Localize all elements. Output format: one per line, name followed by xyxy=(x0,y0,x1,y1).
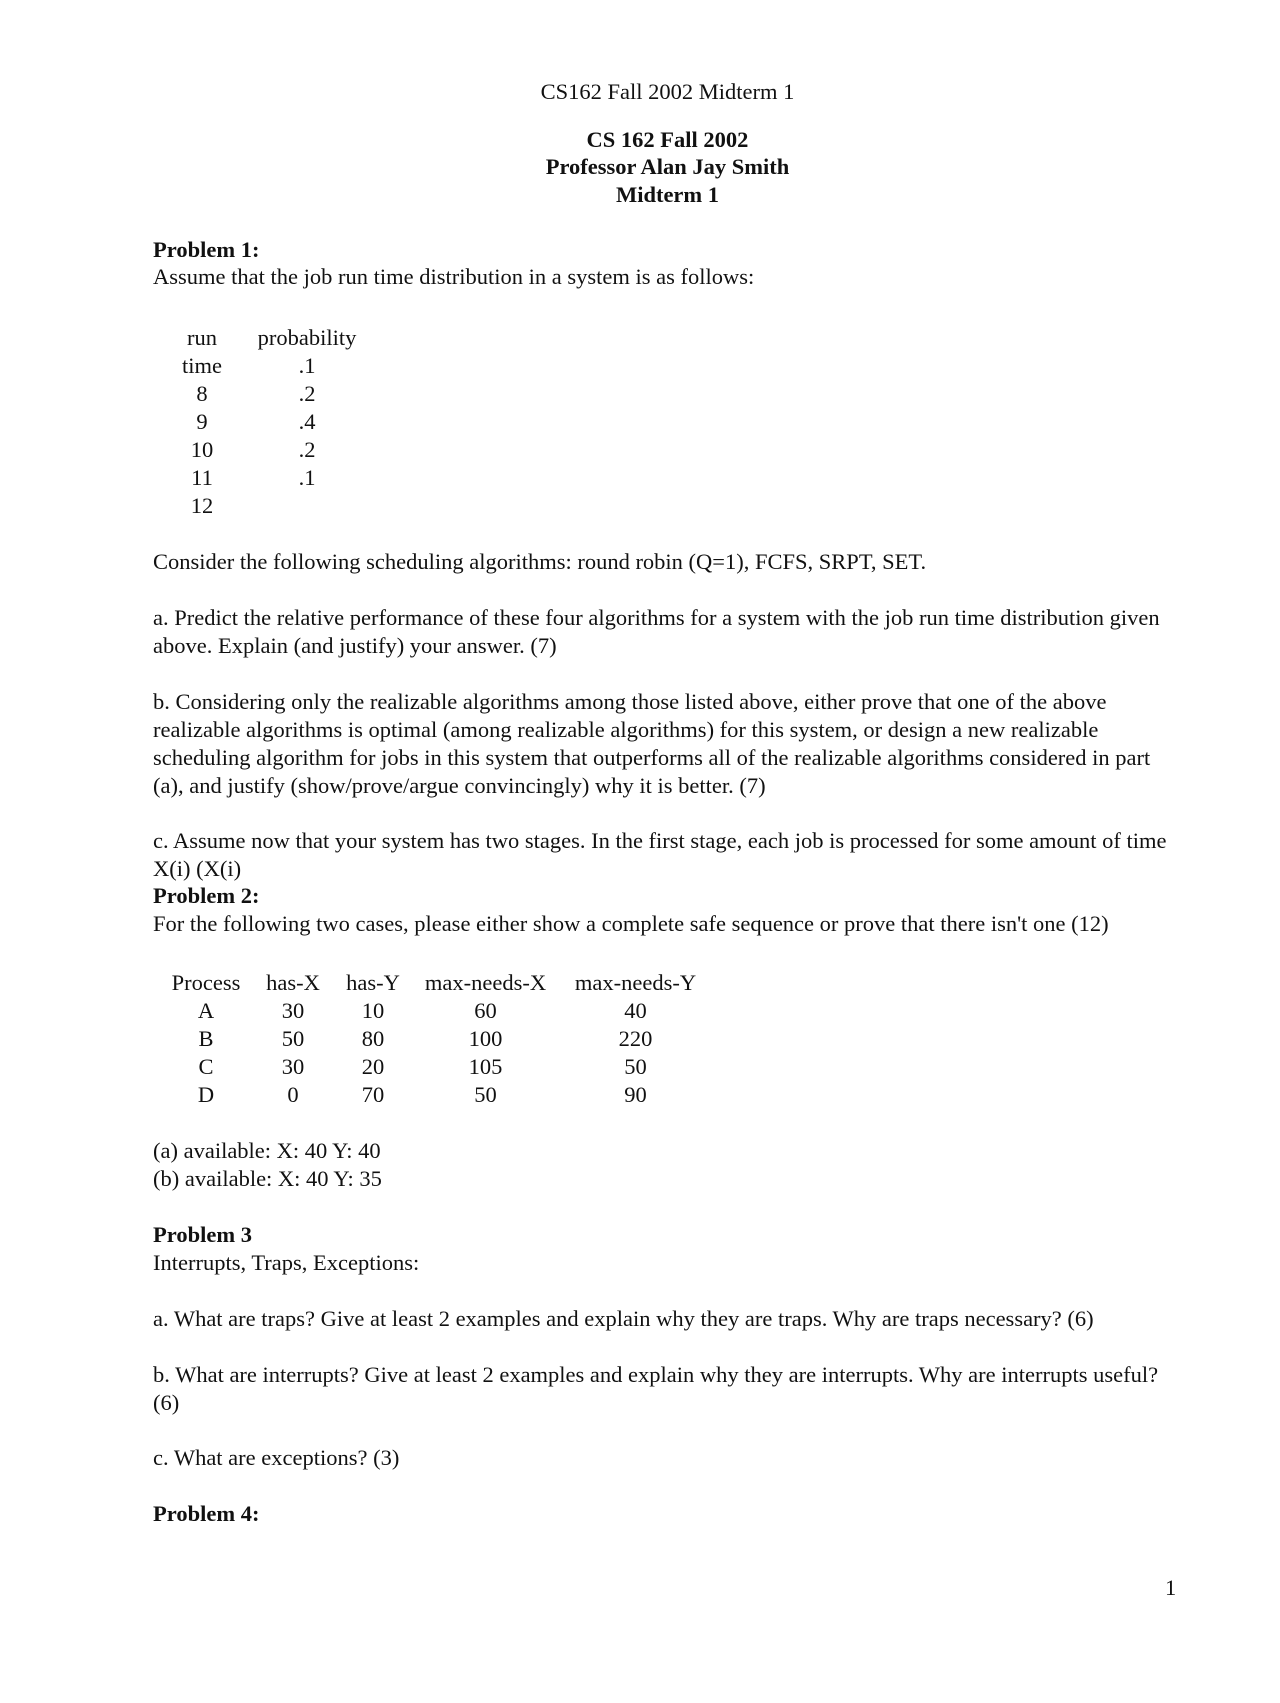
resource-header: has-X xyxy=(266,970,320,995)
runtime-value: 12 xyxy=(190,493,214,518)
problem1-part-b: b. Considering only the realizable algorithms among those listed above, either prove that one of the above realizable algorithms is optimal (among realizable algorithms) for this system, or design a new realizable scheduling algorithm for jobs in this system that outperforms all of the realizable algorithms considered in part (a), and justify (show/prove/argue convincingly) why it is better. (7) xyxy=(153,689,1151,798)
available-b: (b) available: X: 40 Y: 35 xyxy=(153,1166,382,1191)
resource-cell: 40 xyxy=(624,998,647,1023)
resource-cell: B xyxy=(198,1026,214,1051)
runtime-value: 10 xyxy=(190,437,214,462)
problem1-part-c: c. Assume now that your system has two stages. In the first stage, each job is processed for some amount of time X(i) (X(i) xyxy=(153,828,1167,881)
page-number: 1 xyxy=(1165,1575,1177,1600)
resource-header: has-Y xyxy=(346,970,400,995)
problem3-heading: Problem 3 xyxy=(153,1222,252,1247)
problem4-heading: Problem 4: xyxy=(153,1501,260,1526)
resource-cell: 50 xyxy=(474,1082,497,1107)
running-title: CS162 Fall 2002 Midterm 1 xyxy=(540,79,795,104)
resource-cell: 100 xyxy=(468,1026,503,1051)
probability-value: .4 xyxy=(298,409,316,434)
problem2-intro: For the following two cases, please either show a complete safe sequence or prove that there isn't one (12) xyxy=(153,911,1109,936)
problem3-part-b: b. What are interrupts? Give at least 2 examples and explain why they are interrupts. Why are interrupts useful? (6) xyxy=(153,1362,1159,1415)
problem1-heading: Problem 1: xyxy=(153,237,260,262)
probability-value: .2 xyxy=(298,437,316,462)
resource-cell: 60 xyxy=(474,998,497,1023)
probability-value: .1 xyxy=(298,465,316,490)
problem3-part-c: c. What are exceptions? (3) xyxy=(153,1445,400,1470)
resource-cell: 0 xyxy=(287,1082,299,1107)
resource-cell: D xyxy=(197,1082,215,1107)
resource-cell: 90 xyxy=(624,1082,647,1107)
resource-cell: 80 xyxy=(361,1026,385,1051)
resource-cell: 50 xyxy=(624,1054,647,1079)
runtime-header-time: time xyxy=(182,353,222,378)
probability-value: .1 xyxy=(298,353,316,378)
probability-header: probability xyxy=(257,325,357,350)
available-a: (a) available: X: 40 Y: 40 xyxy=(153,1138,381,1163)
problem1-intro: Assume that the job run time distribution in a system is as follows: xyxy=(153,264,755,289)
resource-cell: C xyxy=(198,1054,214,1079)
resource-cell: 50 xyxy=(281,1026,305,1051)
title-line-3: Midterm 1 xyxy=(615,182,720,207)
resource-cell: 30 xyxy=(281,1054,305,1079)
resource-header: max-needs-X xyxy=(424,970,547,995)
title-line-2: Professor Alan Jay Smith xyxy=(545,154,790,179)
probability-value: .2 xyxy=(298,381,316,406)
runtime-header-run: run xyxy=(187,325,217,350)
problem3-part-a: a. What are traps? Give at least 2 examples and explain why they are traps. Why are traps necessary? (6) xyxy=(153,1306,1094,1331)
resource-header: max-needs-Y xyxy=(574,970,697,995)
runtime-value: 11 xyxy=(191,465,213,490)
problem1-part-a: a. Predict the relative performance of these four algorithms for a system with the job run time distribution given above. Explain (and justify) your answer. (7) xyxy=(153,605,1160,658)
runtime-value: 8 xyxy=(196,381,208,406)
problem2-heading: Problem 2: xyxy=(153,883,260,908)
runtime-value: 9 xyxy=(196,409,208,434)
title-line-1: CS 162 Fall 2002 xyxy=(586,127,749,152)
resource-cell: 220 xyxy=(618,1026,653,1051)
resource-cell: A xyxy=(197,998,215,1023)
resource-cell: 30 xyxy=(281,998,305,1023)
resource-cell: 70 xyxy=(361,1082,385,1107)
resource-cell: 10 xyxy=(361,998,385,1023)
problem3-intro: Interrupts, Traps, Exceptions: xyxy=(153,1250,420,1275)
resource-header: Process xyxy=(171,970,241,995)
problem1-consider: Consider the following scheduling algorithms: round robin (Q=1), FCFS, SRPT, SET. xyxy=(153,549,927,574)
resource-cell: 20 xyxy=(361,1054,385,1079)
resource-cell: 105 xyxy=(468,1054,503,1079)
